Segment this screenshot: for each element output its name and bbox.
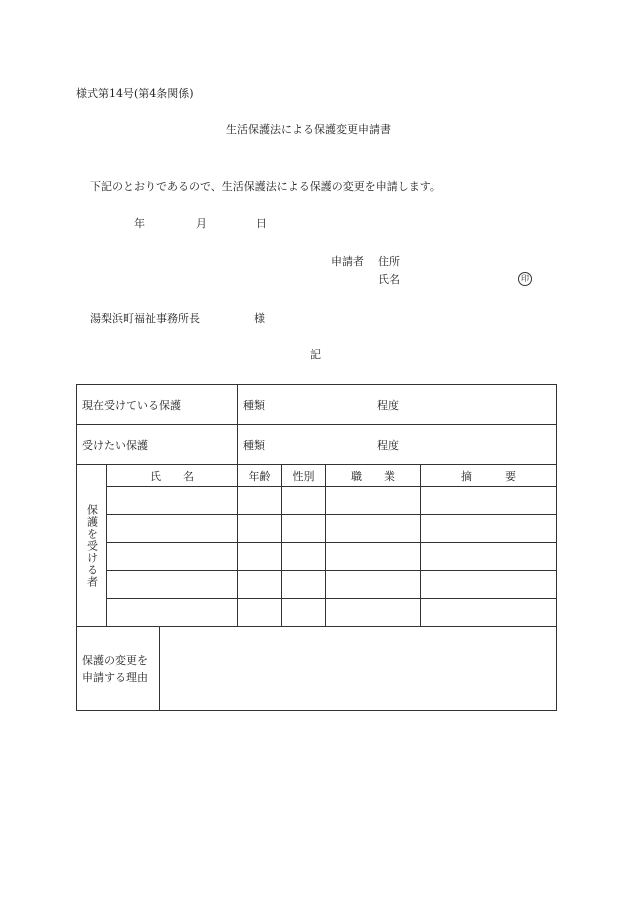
recipient-age-cell[interactable] (238, 571, 282, 599)
table-row (77, 543, 557, 571)
intro-text: 下記のとおりであるので、生活保護法による保護の変更を申請します。 (90, 180, 441, 193)
recipient-sex-cell[interactable] (282, 571, 326, 599)
desired-protection-label: 受けたい保護 (77, 425, 238, 465)
header-name: 氏 名 (107, 465, 238, 487)
table-row (77, 487, 557, 515)
recipient-name-cell[interactable] (107, 571, 238, 599)
recipient-name-cell[interactable] (107, 543, 238, 571)
date-month: 月 (196, 217, 207, 230)
seal-mark: 印 (518, 272, 532, 286)
recipient-sex-cell[interactable] (282, 487, 326, 515)
recipient-occupation-cell[interactable] (326, 571, 421, 599)
recipient-sex-cell[interactable] (282, 543, 326, 571)
table-row (77, 515, 557, 543)
desired-protection-row (77, 425, 557, 465)
applicant-address-label: 住所 (378, 255, 400, 268)
reason-row (77, 627, 557, 711)
form-number: 様式第14号(第4条関係) (76, 87, 194, 100)
table-row (77, 571, 557, 599)
recipient-remarks-cell[interactable] (421, 571, 557, 599)
recipient-occupation-cell[interactable] (326, 543, 421, 571)
reason-field[interactable] (160, 627, 557, 711)
applicant-label: 申請者 (331, 255, 364, 268)
recipient-remarks-cell[interactable] (421, 599, 557, 627)
recipient-occupation-cell[interactable] (326, 599, 421, 627)
recipient-name-cell[interactable] (107, 599, 238, 627)
recipients-side-label: 保護を受ける者 (77, 465, 107, 627)
current-type-label: 種類 (243, 398, 266, 412)
recipients-header-row (77, 465, 557, 487)
current-protection-label: 現在受けている保護 (77, 385, 238, 425)
current-protection-row (77, 385, 557, 425)
recipient-remarks-cell[interactable] (421, 515, 557, 543)
recipient-remarks-cell[interactable] (421, 543, 557, 571)
recipient-age-cell[interactable] (238, 515, 282, 543)
form-title: 生活保護法による保護変更申請書 (226, 123, 391, 136)
recipient-age-cell[interactable] (238, 599, 282, 627)
application-table (76, 384, 557, 711)
header-remarks: 摘 要 (421, 465, 557, 487)
reason-label-line2: 申請する理由 (82, 670, 148, 684)
recipient-sex-cell[interactable] (282, 599, 326, 627)
recipient-name-cell[interactable] (107, 515, 238, 543)
table-row (77, 599, 557, 627)
recipient-remarks-cell[interactable] (421, 487, 557, 515)
recipient-age-cell[interactable] (238, 543, 282, 571)
recipient-occupation-cell[interactable] (326, 487, 421, 515)
recipient-occupation-cell[interactable] (326, 515, 421, 543)
current-protection-field[interactable] (238, 385, 557, 425)
applicant-name-label: 氏名 (378, 273, 400, 286)
recipient-sex-cell[interactable] (282, 515, 326, 543)
desired-type-label: 種類 (243, 438, 266, 452)
addressee-office: 湯梨浜町福祉事務所長 (90, 312, 200, 325)
header-occupation: 職 業 (326, 465, 421, 487)
addressee-honorific: 様 (254, 312, 265, 325)
desired-degree-label: 程度 (377, 438, 400, 452)
recipient-name-cell[interactable] (107, 487, 238, 515)
header-age: 年齢 (238, 465, 282, 487)
header-sex: 性別 (282, 465, 326, 487)
reason-label-line1: 保護の変更を (82, 653, 148, 667)
date-day: 日 (256, 217, 267, 230)
recipient-age-cell[interactable] (238, 487, 282, 515)
reason-label (77, 627, 160, 711)
ki-heading: 記 (310, 348, 321, 361)
desired-protection-field[interactable] (238, 425, 557, 465)
current-degree-label: 程度 (377, 398, 400, 412)
date-year: 年 (134, 217, 145, 230)
